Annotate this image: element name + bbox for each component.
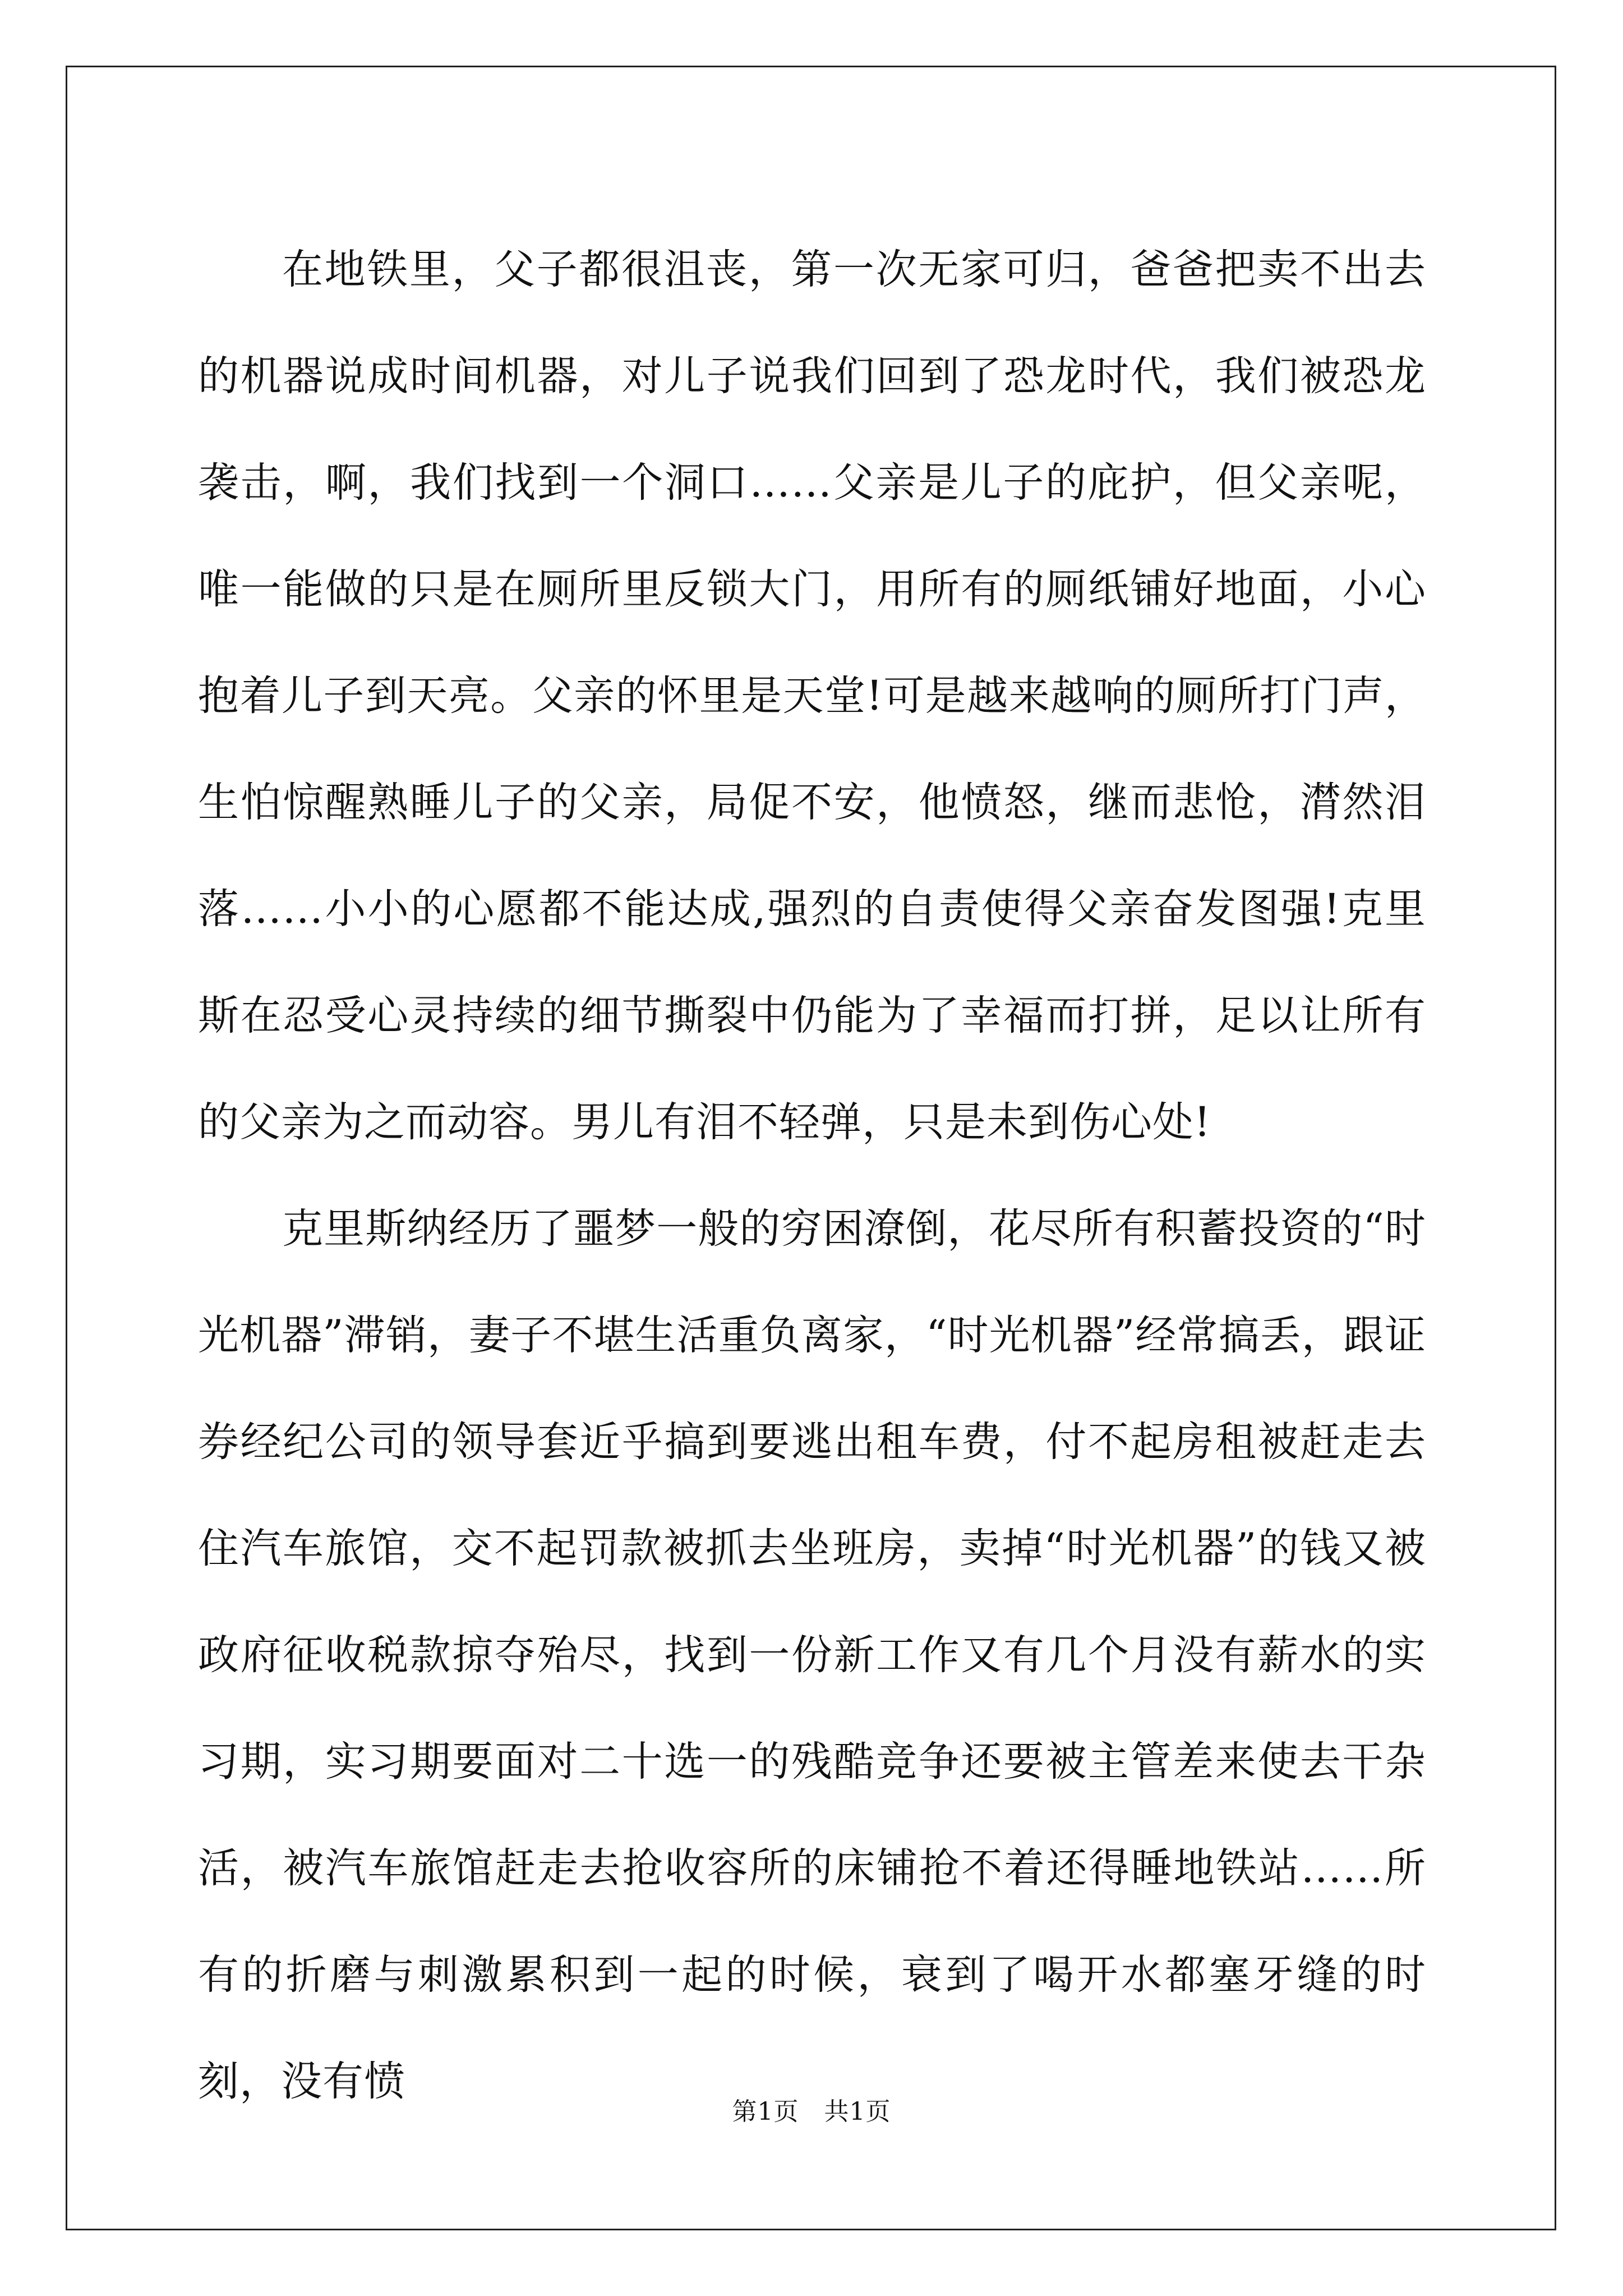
page-number: 第1页 共1页 — [732, 2097, 891, 2126]
document-body — [198, 217, 1426, 2135]
paragraph: 在地铁里，父子都很沮丧，第一次无家可归，爸爸把卖不出去的机器说成时间机器，对儿子说我们回到了恐龙时代，我们被恐龙袭击，啊，我们找到一个洞口……父亲是儿子的庇护，但父亲呢，唯一能做的只是在厕所里反锁大门，用所有的厕纸铺好地面，小心抱着儿子到天亮。父亲的怀里是天堂!可是越来越响的厕所打门声，生怕惊醒熟睡儿子的父亲，局促不安，他愤怒，继而悲怆，潸然泪落……小小的心愿都不能达成,强烈的自责使得父亲奋发图强!克里斯在忍受心灵持续的细节撕裂中仍能为了幸福而打拼，足以让所有的父亲为之而动容。男儿有泪不轻弹，只是未到伤心处! — [198, 246, 1426, 1146]
paragraph: 克里斯纳经历了噩梦一般的穷困潦倒，花尽所有积蓄投资的“时光机器”滞销，妻子不堪生活重负离家，“时光机器”经常搞丢，跟证券经纪公司的领导套近乎搞到要逃出租车费，付不起房租被赶走去住汽车旅馆，交不起罚款被抓去坐班房，卖掉“时光机器”的钱又被政府征收税款掠夺殆尽，找到一份新工作又有几个月没有薪水的实习期，实习期要面对二十选一的残酷竞争还要被主管差来使去干杂活，被汽车旅馆赶走去抢收容所的床铺抢不着还得睡地铁站……所有的折磨与刺激累积到一起的时候，衰到了喝开水都塞牙缝的时刻，没有愤 — [198, 1205, 1426, 2105]
